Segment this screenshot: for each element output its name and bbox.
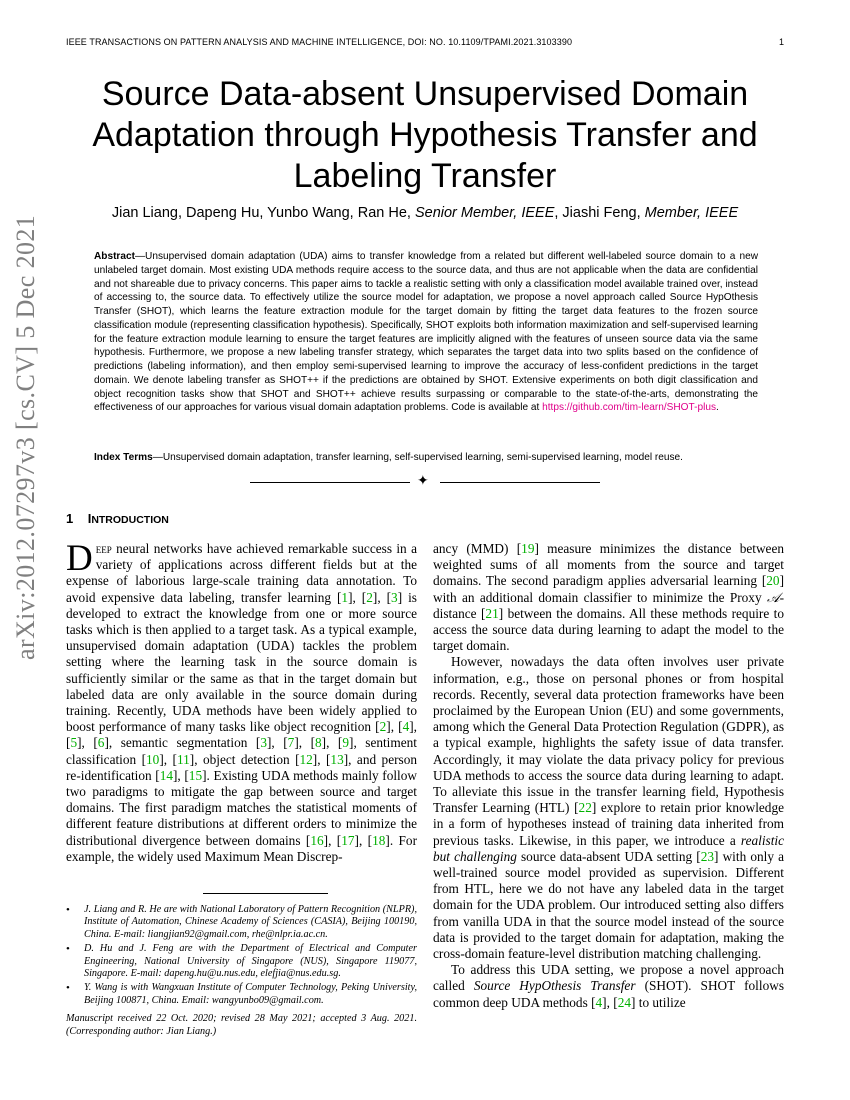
footnote-item: • J. Liang and R. He are with National Laboratory of Pattern Recognition (NLPR), Institute of Automation, Chinese Academy of Sciences (CASIA), Beijing 100190, China. E-mail: liangjian92@gmail.com, rhe@nlpr.ia.ac.cn. [66, 904, 417, 941]
text: with an additional domain classifier to minimize the Proxy [433, 589, 767, 605]
smallcaps-lead: eep [95, 541, 112, 556]
text: , semantic segmentation [108, 735, 256, 751]
citation[interactable]: 4 [402, 719, 410, 735]
footnote-rule [203, 893, 328, 894]
paragraph: To address this UDA setting, we propose a novel approach called Source HypOthesis Transfer (SHOT). SHOT follows common deep UDA methods [4], [24] to utilize [433, 962, 784, 1010]
emphasis: Source HypOthesis Transfer [473, 978, 636, 994]
citation[interactable]: 7 [287, 735, 295, 751]
text: However, nowadays the data often involves user private information, e.g., those on personal phones or from hospital records. Recently, several data protection frameworks have been proclaimed by the European Union (EU) and some governments, among which the General Data Protection Regulation (GDPR), as a typical example, highlights the safety issue of data transfer. Accordingly, it may violate the data privacy policy for previous UDA methods to access the source data during learning to adapt. To alleviate this issue in the transfer learning field, Hypothesis Transfer Learning (HTL) [433, 654, 784, 816]
citation[interactable]: 20 [766, 573, 780, 589]
citation[interactable]: 2 [366, 589, 373, 605]
section-title-rest: NTRODUCTION [91, 514, 169, 526]
emphasis: realistic but challenging [433, 832, 784, 864]
paragraph: However, nowadays the data often involves user private information, e.g., those on personal phones or from hospital records. Recently, several data protection frameworks have been proclaimed by the European Union (EU) and some governments, among which the General Data Protection Regulation (GDPR), as a typical example, highlights the safety issue of data transfer. Accordingly, it may violate the data privacy policy for previous UDA methods to access the source data during learning to adapt. To alleviate this issue in the transfer learning field, Hypothesis Transfer Learning (HTL) [22] explore to retain prior knowledge in a form of hypotheses instead of training data inherited from previous tasks. Likewise, in this paper, we introduce a realistic but challenging source data-absent UDA setting [23] with only a well-trained source model provided as supervision. Different from HTL, here we do not have any labeled data in the target domain for the UDA problem. Our introduced setting also differs from vanilla UDA in that the source model instead of the source data is provided to the target domain for adaptation, making the cross-domain feature-level distribution matching challenging. [433, 654, 785, 962]
citation[interactable]: 22 [578, 800, 592, 816]
body-column-left [66, 538, 418, 865]
abstract-text: —Unsupervised domain adaptation (UDA) aims to transfer knowledge from a related but different well-labeled source domain to a new unlabeled target domain. Most existing UDA methods require access to the source data, and thus are not applicable when the data are confidential and not shareable due to privacy concerns. This paper aims to tackle a realistic setting with only a classification model available trained over, instead of accessing to, the source data. To effectively utilize the source model for adaptation, we propose a novel approach called Source HypOthesis Transfer (SHOT), which learns the feature extraction module for the target domain by fitting the target data features to the frozen source classification module (representing classification hypothesis). Specifically, SHOT exploits both information maximization and self-supervised learning for the feature extraction module learning to ensure the target features are implicitly aligned with the features of unseen source data via the same hypothesis. Furthermore, we propose a new labeling transfer strategy, which separates the target data into two splits based on the confidence of predictions (labeling information), and then employ semi-supervised learning to improve the accuracy of less-confident predictions in the target domain. We denote labeling transfer as SHOT++ if the predictions are obtained by SHOT. Extensive experiments on both digit classification and object recognition tasks show that SHOT and SHOT++ achieve results surpassing or comparable to the state-of-the-arts, demonstrating the effectiveness of our approaches for various visual domain adaptation problems. Code is available at [94, 251, 758, 414]
code-link[interactable]: https://github.com/tim-learn/SHOT-plus [542, 402, 717, 414]
divider-diamond-icon: ✦ [417, 473, 429, 489]
citation[interactable]: 9 [342, 735, 349, 751]
text: to utilize [635, 994, 686, 1010]
index-terms-text: —Unsupervised domain adaptation, transfer learning, self-supervised learning, semi-supervised learning, model reuse. [152, 452, 683, 463]
text: measure minimizes the distance between weighted sums of all moments from the source and target domains. The second paradigm applies adversarial learning [433, 541, 784, 589]
citation[interactable]: 8 [315, 735, 322, 751]
text: ancy (MMD) [433, 541, 517, 556]
text: neural networks have achieved remarkable success in a variety of applications across different fields but at the expense of laborious large-scale training data annotation. To avoid expensive data labeling, transfer learning [66, 541, 417, 605]
citation[interactable]: 4 [595, 994, 603, 1010]
divider-line-left [250, 482, 410, 483]
citation[interactable]: 6 [97, 735, 105, 751]
index-terms-label: Index Terms [94, 452, 153, 463]
citation[interactable]: 21 [485, 605, 499, 621]
abstract-end: . [716, 402, 719, 414]
text: with only a well-trained source model provided as supervision. Different from HTL, here we do not have any labeled data in the target domain for the UDA problem. Our introduced setting also differs from vanilla UDA in that the source model instead of the source data is provided to the target domain for adaptation, making the cross-domain feature-level distribution matching challenging. [433, 848, 784, 962]
paragraph: Deep neural networks have achieved remarkable success in a variety of applications across different fields but at the expense of laborious large-scale training data annotation. To avoid expensive data labeling, transfer learning [1], [2], [3] is developed to extract the knowledge from one or more source tasks which is then applied to a target task. As a typical example, unsupervised domain adaptation (UDA) tackles the problem setting where the learning task in the source domain is sufficiently similar or the same as that in the target domain but labeled data are only available in the source domain during training. Recently, UDA methods have been widely applied to boost performance of many tasks like object recognition [2], [4], [5], [6], semantic segmentation [3], [7], [8], [9], sentiment classification [10], [11], object detection [12], [13], and person re-identification [14], [15]. Existing UDA methods mainly follow two paradigms to mitigate the gap between source and target domains. The first paradigm matches the statistical moments of different feature distributions at different orders to minimize the distributional divergence between domains [16], [17], [18]. For example, the widely used Maximum Mean Discrep- [66, 538, 418, 864]
text: -distance [433, 589, 784, 621]
paper-title: Source Data-absent Unsupervised Domain Adaptation through Hypothesis Transfer and Labeling Transfer [92, 75, 758, 195]
drop-cap: D [66, 538, 93, 579]
footnote-item: • Y. Wang is with Wangxuan Institute of Computer Technology, Peking University, Beijing 100871, China. Email: wangyunbo09@gmail.com. [66, 982, 417, 1007]
citation[interactable]: 17 [341, 832, 355, 848]
text: is developed to extract the knowledge from one or more source tasks which is then applied to a target task. As a typical example, unsupervised domain adaptation (UDA) tackles the problem setting where the learning task in the source domain is sufficiently similar or the same as that in the target domain but labeled data are only available in the source domain during training. Recently, UDA methods have been widely applied to boost performance of many tasks like object recognition [66, 589, 417, 735]
citation[interactable]: 3 [391, 589, 398, 605]
page-number: 1 [778, 37, 784, 47]
index-terms [94, 452, 758, 463]
math-symbol: 𝒜 [766, 589, 780, 605]
citation[interactable]: 14 [159, 767, 173, 783]
author-role: Member, IEEE [644, 205, 739, 221]
text: explore to retain prior knowledge in a form of hypotheses instead of training data inherited from previous tasks. Likewise, in this paper, we introduce a [433, 800, 785, 848]
citation[interactable]: 19 [521, 541, 535, 556]
citation[interactable]: 3 [260, 735, 267, 751]
citation[interactable]: 23 [700, 848, 715, 864]
section-number: 1 [66, 511, 74, 526]
author-list [70, 205, 780, 221]
citation[interactable]: 11 [176, 751, 190, 767]
text: . Existing UDA methods mainly follow two paradigms to mitigate the gap between source and target domains. The first paradigm matches the statistical moments of different feature distributions at different orders to minimize the distributional divergence between domains [66, 767, 417, 848]
citation[interactable]: 2 [379, 719, 387, 735]
text: , sentiment classification [66, 735, 417, 767]
section-heading [66, 511, 169, 526]
running-head: IEEE TRANSACTIONS ON PATTERN ANALYSIS AND MACHINE INTELLIGENCE, DOI: NO. 10.1109/TPAMI.2021.3103390 [66, 37, 573, 47]
authors-text: , Jiashi Feng, [554, 205, 645, 221]
text: , object detection [194, 751, 296, 767]
text: (SHOT). SHOT follows common deep UDA methods [433, 978, 784, 1010]
arxiv-stamp: arXiv:2012.07297v3 [cs.CV] 5 Dec 2021 [11, 214, 40, 660]
citation[interactable]: 13 [330, 751, 344, 767]
text: , and person re-identification [66, 751, 417, 783]
author-role: Senior Member, IEEE [414, 205, 555, 221]
text: between the domains. All these methods require to access the source data during learning to adapt the model to the target domain. [433, 605, 785, 654]
citation[interactable]: 10 [146, 751, 160, 767]
citation[interactable]: 24 [617, 994, 631, 1010]
paragraph: ancy (MMD) [19] measure minimizes the distance between weighted sums of all moments from the source and target domains. The second paradigm applies adversarial learning [20] with an additional domain classifier to minimize the Proxy 𝒜-distance [21] between the domains. All these methods require to access the source data during learning to adapt the model to the target domain. [433, 541, 785, 654]
section-title-initial: I [87, 511, 92, 526]
authors-text: Jian Liang, Dapeng Hu, Yunbo Wang, Ran He, [111, 205, 415, 221]
text: . For example, the widely used Maximum Mean Discrep- [66, 832, 418, 864]
citation[interactable]: 1 [341, 589, 349, 605]
text: source data-absent UDA setting [516, 848, 697, 864]
body-column-right [433, 541, 784, 1011]
citation[interactable]: 5 [70, 735, 78, 751]
citation[interactable]: 15 [188, 767, 203, 783]
footnote-item: • D. Hu and J. Feng are with the Department of Electrical and Computer Engineering, National University of Singapore (NUS), Singapore 119077, Singapore. E-mail: dapeng.hu@u.nus.edu, elefjia@nus.edu.sg. [66, 943, 417, 980]
citation[interactable]: 16 [310, 832, 324, 848]
abstract-label: Abstract [94, 251, 135, 262]
abstract [94, 250, 758, 415]
footnotes [66, 904, 417, 1038]
manuscript-note: Manuscript received 22 Oct. 2020; revised 28 May 2021; accepted 3 Aug. 2021. (Corresponding author: Jian Liang.) [66, 1013, 417, 1037]
text: To address this UDA setting, we propose a novel approach called [433, 962, 784, 994]
divider-line-right [440, 482, 600, 483]
citation[interactable]: 12 [299, 751, 313, 767]
citation[interactable]: 18 [372, 832, 386, 848]
